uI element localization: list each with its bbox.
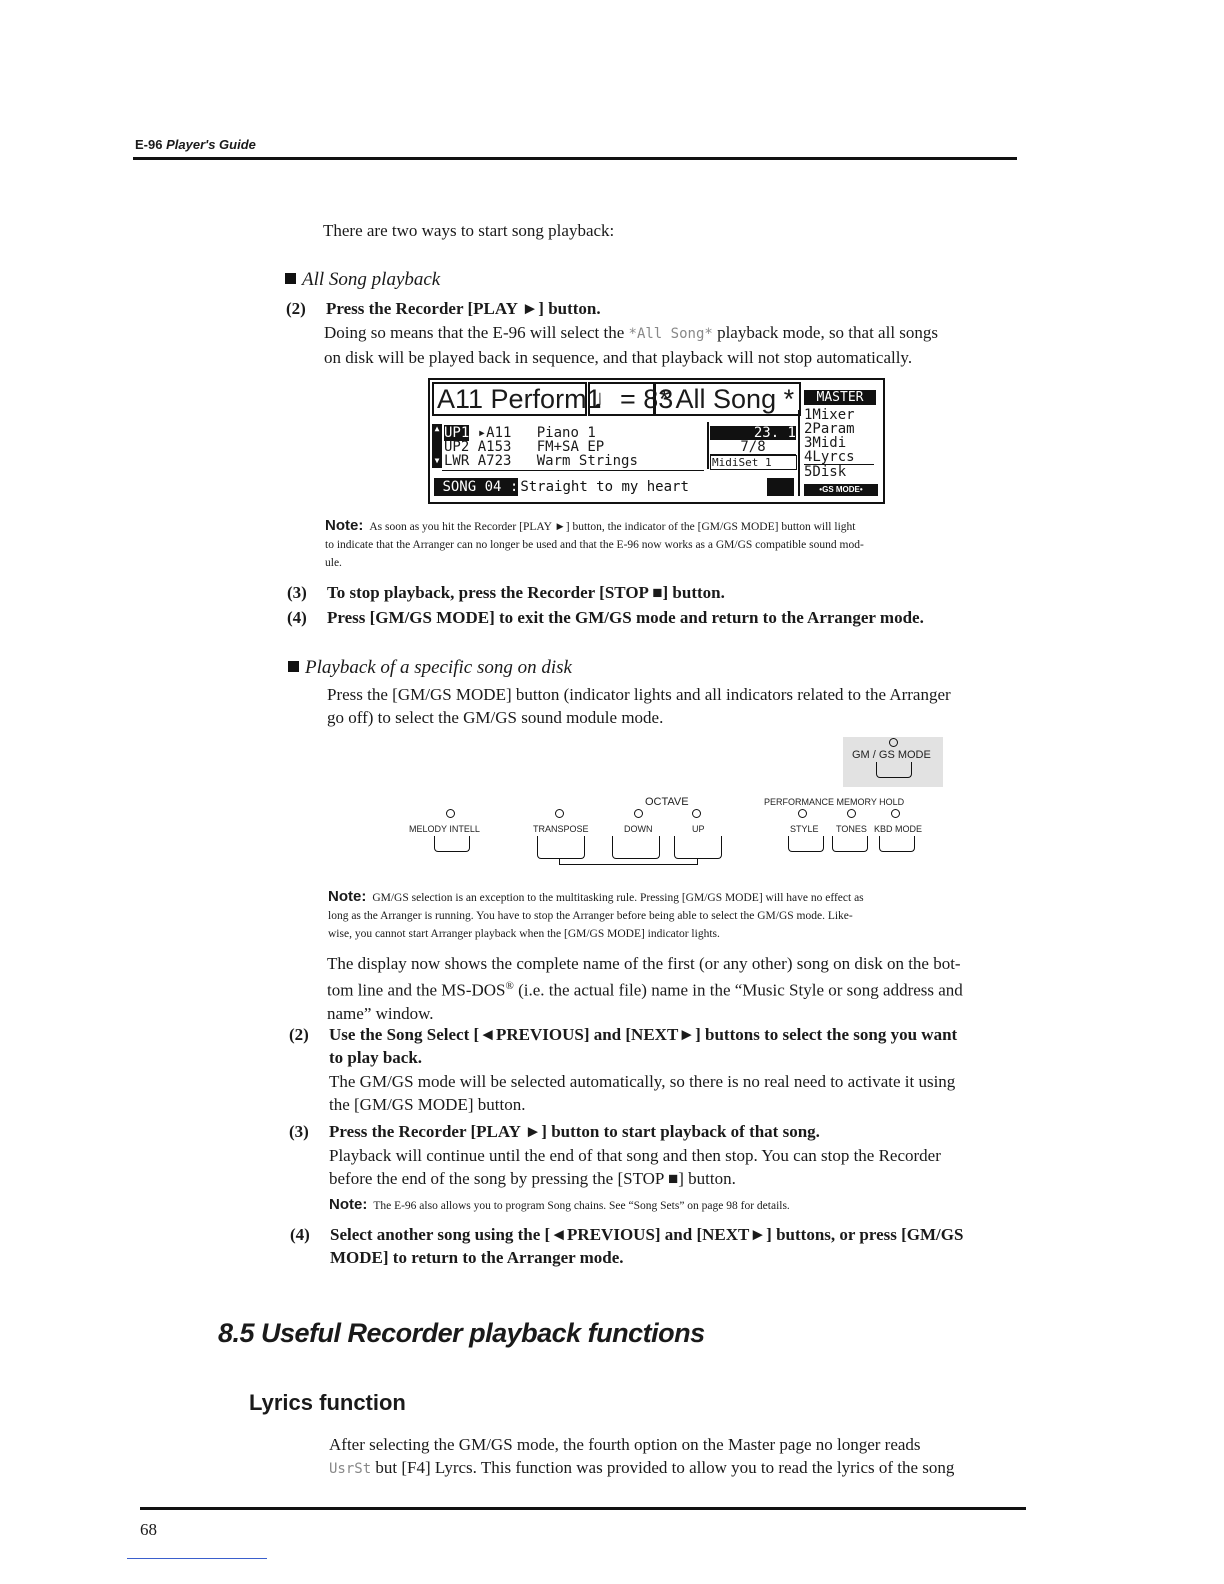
para-text: Press the [GM/GS MODE] button (indicator lights and all indicators related to the Arranger: [327, 685, 951, 704]
all-song-heading: [285, 269, 440, 291]
scroll-up-icon: ▲: [434, 424, 440, 433]
step-number: (4): [290, 1225, 310, 1244]
select-song-paragraph: [329, 1070, 955, 1116]
header-guide: Player's Guide: [166, 137, 256, 152]
lcd-song-bar: SONG 04 : Straight to my heart: [434, 478, 794, 496]
lcd-menu-lyrcs: 4Lyrcs: [804, 449, 855, 465]
note-song-chains: [329, 1196, 790, 1215]
step-play: [286, 297, 601, 320]
lcd-part: UP2: [444, 439, 470, 455]
all-song-paragraph: [324, 321, 1024, 369]
note-label: Note:: [328, 888, 367, 905]
note-multitasking: [328, 888, 1028, 943]
lcd-master-tab: MASTER: [804, 390, 876, 405]
connector-line: [697, 858, 698, 864]
transpose-button[interactable]: [537, 836, 585, 859]
note-text: As soon as you hit the Recorder [PLAY ►] button, the indicator of the [GM/GS MODE] button will light: [369, 521, 856, 533]
step-text: MODE] to return to the Arranger mode.: [330, 1248, 624, 1267]
step-number: (3): [287, 583, 307, 602]
lcd-code-all-song: *All Song*: [628, 326, 713, 342]
lcd-tone-num: A153: [477, 439, 512, 455]
para-text: tom line and the MS-DOS: [327, 980, 506, 1000]
lcd-tone-num: A723: [477, 453, 512, 469]
tones-led: [847, 809, 856, 818]
para-text: go off) to select the GM/GS sound module mode.: [327, 708, 664, 727]
lcd-song-name: Straight to my heart: [518, 478, 767, 496]
header-model: E-96: [135, 137, 163, 152]
para-text: name” window.: [327, 1003, 434, 1023]
note-text: GM/GS selection is an exception to the multitasking rule. Pressing [GM/GS MODE] will have no effect as: [372, 892, 864, 904]
connector-line: [559, 864, 698, 865]
lcd-part: LWR: [444, 453, 470, 469]
tones-button[interactable]: [832, 836, 868, 852]
specific-song-paragraph: [327, 683, 951, 729]
note-text: wise, you cannot start Arranger playback when the [GM/GS MODE] indicator lights.: [328, 928, 720, 940]
para-text: The display now shows the complete name of the first (or any other) song on disk on the bot-: [327, 954, 961, 973]
octave-up-button[interactable]: [674, 836, 722, 859]
style-label: STYLE: [790, 824, 819, 834]
kbd-mode-led: [891, 809, 900, 818]
lcd-scroll-bar: [432, 424, 442, 468]
registered-mark: ®: [505, 980, 514, 992]
kbd-mode-label: KBD MODE: [874, 824, 923, 834]
lcd-tone-name: Warm Strings: [536, 453, 638, 469]
para-text: The GM/GS mode will be selected automatically, so there is no real need to activate it using: [329, 1072, 956, 1091]
melody-intell-button[interactable]: [434, 836, 470, 852]
note-text: long as the Arranger is running. You have to stop the Arranger before being able to select the GM/GS mode. Like-: [328, 910, 853, 922]
step-text: Press the Recorder [PLAY ►] button to start playback of that song.: [329, 1122, 820, 1141]
specific-song-heading: [288, 657, 572, 679]
note-text: ule.: [325, 557, 342, 569]
down-label: DOWN: [624, 824, 653, 834]
lcd-gs-mode: •GS MODE•: [804, 484, 878, 496]
gm-gs-mode-led: [889, 738, 898, 747]
octave-down-button[interactable]: [612, 836, 660, 859]
lcd-code-usrst: UsrSt: [329, 1461, 372, 1477]
para-text: before the end of the song by pressing the [STOP ■] button.: [329, 1169, 736, 1188]
lcd-song-label: SONG 04: [442, 479, 502, 495]
bullet-square: [285, 273, 296, 284]
lcd-beat: 7/8: [710, 440, 796, 455]
lcd-divider: [442, 470, 704, 471]
lcd-divider: [707, 422, 709, 469]
intro-text: There are two ways to start song playback:: [323, 221, 615, 240]
step-another-song: [290, 1223, 963, 1269]
up-label: UP: [692, 824, 705, 834]
para-text: (i.e. the actual file) name in the “Music Style or song address and: [513, 980, 963, 1000]
para-text: playback mode, so that all songs: [712, 323, 939, 342]
lcd-menu-disk: 5Disk: [804, 464, 874, 479]
lcd-performance: A11 Perform1: [432, 382, 587, 416]
lcd-row-1: [444, 426, 596, 440]
lcd-display: [428, 378, 885, 504]
note-gs-indicator: [325, 517, 1025, 572]
step-text: to play back.: [329, 1048, 423, 1067]
note-text: The E-96 also allows you to program Song chains. See “Song Sets” on page 98 for details.: [373, 1200, 790, 1212]
step-number: (2): [289, 1025, 309, 1044]
lyrics-paragraph: [329, 1433, 1029, 1481]
lcd-midiset: MidiSet 1: [710, 455, 797, 470]
lcd-menu-midi: 3Midi: [804, 435, 847, 451]
step-text: Press [GM/GS MODE] to exit the GM/GS mode and return to the Arranger mode.: [327, 608, 924, 627]
display-paragraph: [327, 952, 1027, 1025]
step-exit-gs: [287, 606, 924, 629]
step-select-song: [289, 1023, 957, 1069]
style-button[interactable]: [788, 836, 824, 852]
lcd-row-3: [444, 454, 638, 468]
bullet-square: [288, 661, 299, 672]
lcd-tempo: ♩= 83: [588, 382, 655, 416]
section-title: 8.5 Useful Recorder playback functions: [218, 1318, 705, 1348]
lcd-tone-name: Piano 1: [536, 425, 596, 441]
para-text: on disk will be played back in sequence, and that playback will not stop automatically.: [324, 348, 913, 367]
para-text: Playback will continue until the end of that song and then stop. You can stop the Recorder: [329, 1146, 941, 1165]
all-song-title: All Song playback: [302, 269, 441, 290]
lcd-divider: [798, 410, 800, 496]
octave-down-led: [634, 809, 643, 818]
step-number: (4): [287, 608, 307, 627]
note-text: to indicate that the Arranger can no longer be used and that the E-96 now works as a GM/GS compatible sound mod-: [325, 539, 864, 551]
lcd-part: UP1: [444, 425, 470, 441]
running-header: [135, 137, 256, 152]
lcd-tone-name: FM+SA EP: [536, 439, 605, 455]
step-stop: [287, 581, 725, 604]
kbd-mode-button[interactable]: [879, 836, 915, 852]
play-song-paragraph: [329, 1144, 941, 1190]
pmh-label: PERFORMANCE MEMORY HOLD: [764, 797, 905, 807]
para-text: Doing so means that the E-96 will select the: [324, 323, 629, 342]
page-number: 68: [140, 1520, 157, 1539]
lcd-tone-num: ▸A11: [477, 425, 512, 441]
note-label: Note:: [329, 1196, 368, 1213]
lcd-row-2: [444, 440, 604, 454]
step-number: (3): [289, 1122, 309, 1141]
style-led: [798, 809, 807, 818]
step-text: Use the Song Select [◄PREVIOUS] and [NEXT►] buttons to select the song you want: [329, 1025, 958, 1044]
para-text: After selecting the GM/GS mode, the fourth option on the Master page no longer reads: [329, 1435, 921, 1454]
footer-rule: [140, 1507, 1026, 1510]
melody-intell-led: [446, 809, 455, 818]
octave-up-led: [692, 809, 701, 818]
para-text: the [GM/GS MODE] button.: [329, 1095, 526, 1114]
step-number: (2): [286, 299, 306, 318]
transpose-label: TRANSPOSE: [533, 824, 589, 834]
specific-song-title: Playback of a specific song on disk: [305, 657, 572, 678]
step-play-song: [289, 1120, 820, 1143]
gm-gs-mode-label: GM / GS MODE: [852, 749, 931, 761]
scroll-down-icon: ▼: [434, 456, 440, 465]
lcd-menu-param: 2Param: [804, 421, 855, 437]
octave-label: OCTAVE: [645, 796, 689, 808]
melody-intell-label: MELODY INTELL: [409, 824, 480, 834]
lcd-all-song: * All Song *: [654, 382, 801, 416]
lcd-menu-mixer: 1Mixer: [804, 407, 855, 423]
step-text: To stop playback, press the Recorder [STOP ■] button.: [327, 583, 725, 602]
tones-label: TONES: [836, 824, 867, 834]
footer-link-line: [127, 1558, 267, 1559]
subsection-title: Lyrics function: [249, 1390, 406, 1415]
para-text: but [F4] Lyrcs. This function was provided to allow you to read the lyrics of the song: [371, 1458, 955, 1477]
transpose-led: [555, 809, 564, 818]
header-rule: [133, 157, 1017, 160]
step-text: Press the Recorder [PLAY ►] button.: [326, 299, 601, 318]
note-label: Note:: [325, 517, 364, 534]
lcd-measure: 23. 1: [710, 426, 796, 440]
gm-gs-mode-button[interactable]: [876, 762, 912, 778]
step-text: Select another song using the [◄PREVIOUS] and [NEXT►] buttons, or press [GM/GS: [330, 1225, 964, 1244]
